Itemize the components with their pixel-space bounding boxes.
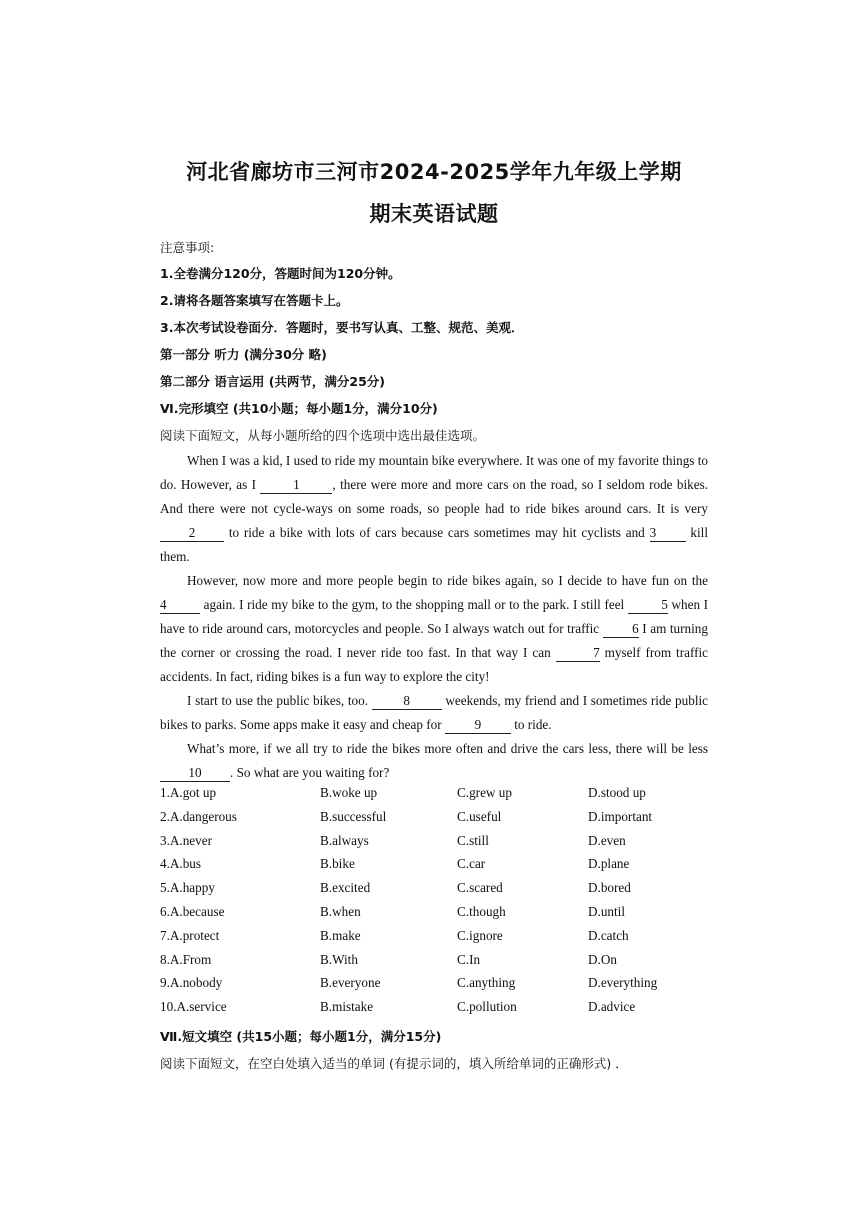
option-a: 2.A.dangerous (160, 808, 237, 824)
option-a: 10.A.service (160, 999, 227, 1015)
notice-item-2: 2.请将各题答案填写在答题卡上。 (160, 293, 349, 308)
option-d: D.stood up (588, 785, 646, 800)
part2-heading: 第二部分 语言运用 (共两节，满分25分) (160, 374, 386, 389)
passage-paragraph-3 (160, 689, 708, 737)
passage-text: myself from traffic accidents. In fact, riding bikes is a fun way to explore the city! (160, 645, 709, 684)
option-c: C.grew up (457, 785, 512, 800)
passage-text: weekends, my friend and I sometimes ride public bikes to parks. Some apps make it easy and cheap for (160, 693, 709, 732)
option-d: D.catch (588, 927, 629, 943)
passage-text: I start to use the public bikes, too. (187, 693, 368, 708)
passage-text: . So what are you waiting for? (230, 765, 390, 780)
blank-4: 4 (160, 597, 200, 614)
option-a: 4.A.bus (160, 856, 202, 872)
option-d: D.plane (588, 856, 630, 872)
blank-8: 8 (372, 693, 442, 710)
option-b: B.bike (320, 856, 355, 872)
option-d: D.until (588, 903, 625, 919)
option-row-4 (160, 856, 720, 880)
option-row-9 (160, 975, 720, 999)
option-c: C.pollution (457, 999, 517, 1015)
option-c: C.In (457, 951, 481, 967)
notice-heading: 注意事项: (160, 240, 215, 255)
option-a: 6.A.because (160, 903, 225, 919)
passage-text: kill them. (160, 525, 708, 564)
passage-text: to ride. (514, 717, 552, 732)
section6-heading: Ⅵ.完形填空 (共10小题；每小题1分，满分10分) (160, 401, 438, 416)
blank-2: 2 (160, 525, 224, 542)
option-a: 3.A.never (160, 832, 212, 848)
blank-6: 6 (603, 621, 639, 638)
exam-title-line2: 期末英语试题 (369, 202, 499, 226)
option-c: C.ignore (457, 927, 503, 943)
option-c: C.still (457, 832, 489, 848)
notice-item-3: 3.本次考试设卷面分．答题时，要书写认真、工整、规范、美观． (160, 320, 524, 335)
option-d: D.bored (588, 880, 631, 896)
option-b: B.make (320, 927, 361, 943)
option-b: B.mistake (320, 999, 374, 1015)
section7-instruction: 阅读下面短文，在空白处填入适当的单词 (有提示词的，填入所给单词的正确形式) ． (160, 1056, 628, 1071)
section6-instruction: 阅读下面短文，从每小题所给的四个选项中选出最佳选项。 (160, 428, 486, 443)
passage-paragraph-1 (160, 449, 708, 569)
option-b: B.excited (320, 880, 371, 896)
passage-text: What’s more, if we all try to ride the bikes more often and drive the cars less, there will be less (187, 741, 708, 756)
option-d: D.advice (588, 999, 636, 1015)
part1-heading: 第一部分 听力 (满分30分 略) (160, 347, 327, 362)
passage-paragraph-2 (160, 569, 708, 689)
option-c: C.anything (457, 975, 516, 991)
cloze-passage (160, 449, 708, 785)
passage-text: to ride a bike with lots of cars because cars sometimes may hit cyclists and (228, 525, 645, 540)
blank-10: 10 (160, 765, 230, 782)
passage-text: I am turning the corner or crossing the road. I never ride too fast. In that way I can (160, 621, 708, 660)
exam-title-line1: 河北省廊坊市三河市2024-2025学年九年级上学期 (186, 160, 682, 184)
option-row-5 (160, 880, 720, 904)
option-c: C.car (457, 856, 486, 872)
option-c: C.useful (457, 808, 502, 824)
option-a: 9.A.nobody (160, 975, 223, 991)
option-row-10 (160, 999, 720, 1023)
option-b: B.when (320, 903, 361, 919)
option-b: B.successful (320, 808, 387, 824)
option-row-2 (160, 809, 720, 833)
passage-paragraph-4 (160, 737, 708, 785)
option-row-6 (160, 904, 720, 928)
option-c: C.scared (457, 880, 503, 896)
option-d: D.everything (588, 975, 658, 991)
option-a: 8.A.From (160, 951, 212, 967)
option-row-8 (160, 952, 720, 976)
option-d: D.On (588, 951, 617, 967)
option-d: D.even (588, 832, 626, 848)
passage-text: , there were more and more cars on the road, so I seldom rode bikes. And there were not cycle-ways on some roads, so people had to ride bikes around cars. It is very (160, 477, 709, 516)
blank-5: 5 (628, 597, 668, 614)
notice-item-1: 1.全卷满分120分，答题时间为120分钟。 (160, 266, 401, 281)
passage-text: When I was a kid, I used to ride my mountain bike everywhere. It was one of my favorite things to do. However, as I (160, 453, 708, 492)
option-b: B.always (320, 832, 369, 848)
option-row-1 (160, 785, 720, 809)
option-a: 1.A.got up (160, 785, 217, 800)
option-d: D.important (588, 808, 653, 824)
option-b: B.everyone (320, 975, 381, 991)
blank-9: 9 (445, 717, 511, 734)
blank-3: 3 (650, 525, 686, 542)
blank-7: 7 (556, 645, 600, 662)
option-b: B.woke up (320, 785, 378, 800)
passage-text: However, now more and more people begin to ride bikes again, so I decide to have fun on the (187, 573, 708, 588)
section7-heading: Ⅶ.短文填空 (共15小题；每小题1分，满分15分) (160, 1029, 442, 1044)
passage-text: when I have to ride around cars, motorcycles and people. So I always watch out for traffic (160, 597, 709, 636)
option-c: C.though (457, 903, 506, 919)
option-row-7 (160, 928, 720, 952)
blank-1: 1 (260, 477, 332, 494)
answer-options (160, 785, 720, 1023)
passage-text: again. I ride my bike to the gym, to the shopping mall or to the park. I still feel (203, 597, 625, 612)
option-a: 5.A.happy (160, 880, 215, 896)
option-b: B.With (320, 951, 358, 967)
option-a: 7.A.protect (160, 927, 220, 943)
option-row-3 (160, 833, 720, 857)
